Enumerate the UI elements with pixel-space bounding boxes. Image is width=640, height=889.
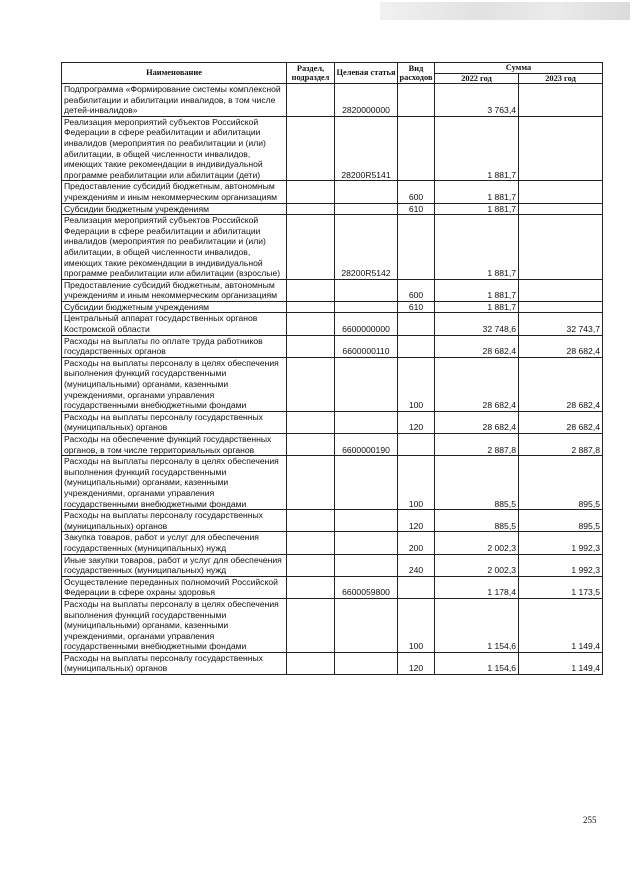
table-cell-2022: 1 178,4 [435, 576, 519, 598]
table-cell-target [335, 357, 398, 411]
table-cell-exp-type [398, 84, 435, 117]
table-cell-2022: 1 881,7 [435, 116, 519, 181]
table-cell-target [335, 279, 398, 301]
table-cell-section [287, 301, 335, 313]
table-cell-name: Субсидии бюджетным учреждениям [62, 301, 287, 313]
table-cell-name: Закупка товаров, работ и услуг для обеспечения государственных (муниципальных) нужд [62, 532, 287, 554]
table-cell-exp-type: 610 [398, 301, 435, 313]
header-sum: Сумма [435, 63, 603, 74]
table-cell-2023 [519, 279, 603, 301]
table-cell-exp-type: 600 [398, 181, 435, 203]
table-cell-exp-type: 100 [398, 357, 435, 411]
table-row [62, 181, 603, 203]
table-cell-2023 [519, 84, 603, 117]
table-row [62, 434, 603, 456]
table-cell-2022: 1 881,7 [435, 279, 519, 301]
table-row [62, 652, 603, 674]
header-year-2023: 2023 год [519, 73, 603, 84]
table-cell-section [287, 84, 335, 117]
table-cell-section [287, 203, 335, 215]
table-row [62, 203, 603, 215]
table-cell-name: Иные закупки товаров, работ и услуг для обеспечения государственных (муниципальных) нужд [62, 554, 287, 576]
table-cell-exp-type: 100 [398, 598, 435, 652]
table-cell-section [287, 411, 335, 433]
table-cell-section [287, 554, 335, 576]
header-exp-type: Вид расходов [399, 63, 433, 82]
header-year-2022: 2022 год [435, 73, 519, 84]
table-cell-2022: 2 887,8 [435, 434, 519, 456]
table-cell-2023: 2 887,8 [519, 434, 603, 456]
table-row [62, 357, 603, 411]
table-cell-2022: 28 682,4 [435, 335, 519, 357]
table-cell-section [287, 510, 335, 532]
table-cell-2023: 1 149,4 [519, 598, 603, 652]
table-row [62, 411, 603, 433]
table-cell-target: 6600000190 [335, 434, 398, 456]
table-cell-2022: 2 002,3 [435, 532, 519, 554]
table-cell-exp-type [398, 313, 435, 335]
table-cell-target: 28200R5141 [335, 116, 398, 181]
table-cell-section [287, 456, 335, 510]
table-cell-exp-type [398, 215, 435, 280]
table-cell-section [287, 652, 335, 674]
table-row [62, 313, 603, 335]
table-cell-target [335, 510, 398, 532]
table-cell-section [287, 279, 335, 301]
table-cell-2022: 32 748,6 [435, 313, 519, 335]
table-cell-2023: 28 682,4 [519, 335, 603, 357]
table-row [62, 598, 603, 652]
table-cell-2023 [519, 301, 603, 313]
table-cell-target [335, 598, 398, 652]
table-cell-exp-type: 100 [398, 456, 435, 510]
header-target: Целевая статья [335, 63, 398, 84]
table-cell-name: Расходы на выплаты персоналу государственных (муниципальных) органов [62, 411, 287, 433]
table-cell-name: Реализация мероприятий субъектов Российской Федерации в сфере реабилитации и абилитации инвалидов (мероприятия по реабилитации и (или) абилитации, в общей численности инвалидов, имеющих такие рекомендации в индивидуальной программе реабилитации или абилитации (взрослые) [62, 215, 287, 280]
table-row [62, 301, 603, 313]
table-cell-name: Реализация мероприятий субъектов Российской Федерации в сфере реабилитации и абилитации инвалидов (мероприятия по реабилитации и (или) абилитации, в общей численности инвалидов, имеющих такие рекомендации в индивидуальной программе реабилитации или абилитации (дети) [62, 116, 287, 181]
table-cell-target [335, 554, 398, 576]
scan-artifact-band [380, 2, 630, 20]
table-cell-section [287, 532, 335, 554]
table-cell-exp-type: 120 [398, 411, 435, 433]
table-cell-target [335, 411, 398, 433]
table-row [62, 116, 603, 181]
table-cell-2023 [519, 215, 603, 280]
table-cell-section [287, 313, 335, 335]
table-cell-section [287, 434, 335, 456]
table-cell-target: 28200R5142 [335, 215, 398, 280]
table-cell-name: Расходы на выплаты персоналу государственных (муниципальных) органов [62, 510, 287, 532]
table-cell-name: Субсидии бюджетным учреждениям [62, 203, 287, 215]
table-header [62, 63, 603, 84]
table-cell-2023: 1 173,5 [519, 576, 603, 598]
table-cell-target [335, 652, 398, 674]
table-row [62, 576, 603, 598]
table-cell-2023 [519, 181, 603, 203]
table-cell-2023 [519, 203, 603, 215]
table-cell-section [287, 116, 335, 181]
table-row [62, 456, 603, 510]
table-row [62, 279, 603, 301]
table-cell-exp-type: 120 [398, 510, 435, 532]
table-cell-2022: 885,5 [435, 510, 519, 532]
table-cell-section [287, 598, 335, 652]
table-cell-exp-type: 600 [398, 279, 435, 301]
table-cell-exp-type: 240 [398, 554, 435, 576]
table-cell-2023 [519, 116, 603, 181]
table-cell-section [287, 357, 335, 411]
table-cell-target [335, 532, 398, 554]
table-row [62, 554, 603, 576]
table-cell-name: Расходы на выплаты персоналу в целях обеспечения выполнения функций государственными (муниципальными) органами, казенными учреждениями, органами управления государственными внебюджетными фондами [62, 456, 287, 510]
table-cell-target: 6600000000 [335, 313, 398, 335]
table-cell-name: Расходы на выплаты персоналу в целях обеспечения выполнения функций государственными (муниципальными) органами, казенными учреждениями, органами управления государственными внебюджетными фондами [62, 357, 287, 411]
table-cell-name: Расходы на обеспечение функций государственных органов, в том числе территориальных органов [62, 434, 287, 456]
table-cell-exp-type: 200 [398, 532, 435, 554]
table-cell-section [287, 215, 335, 280]
table-cell-target [335, 301, 398, 313]
table-cell-target: 6600059800 [335, 576, 398, 598]
table-cell-name: Предоставление субсидий бюджетным, автономным учреждениям и иным некоммерческим организациям [62, 181, 287, 203]
table-cell-2022: 1 881,7 [435, 203, 519, 215]
table-cell-name: Расходы на выплаты персоналу в целях обеспечения выполнения функций государственными (муниципальными) органами, казенными учреждениями, органами управления государственными внебюджетными фондами [62, 598, 287, 652]
table-cell-exp-type [398, 434, 435, 456]
table-cell-2022: 885,5 [435, 456, 519, 510]
table-row [62, 84, 603, 117]
table-cell-section [287, 335, 335, 357]
table-cell-2022: 1 881,7 [435, 215, 519, 280]
table-cell-2022: 1 881,7 [435, 301, 519, 313]
table-cell-section [287, 576, 335, 598]
table-cell-2023: 1 992,3 [519, 554, 603, 576]
table-cell-exp-type [398, 335, 435, 357]
table-cell-target [335, 181, 398, 203]
table-row [62, 335, 603, 357]
header-name: Наименование [62, 63, 287, 84]
table-body [62, 84, 603, 675]
table-cell-target: 6600000110 [335, 335, 398, 357]
table-row [62, 215, 603, 280]
table-cell-section [287, 181, 335, 203]
table-cell-name: Расходы на выплаты персоналу государственных (муниципальных) органов [62, 652, 287, 674]
table-cell-2023: 32 743,7 [519, 313, 603, 335]
table-cell-2023: 895,5 [519, 510, 603, 532]
table-cell-name: Осуществление переданных полномочий Российской Федерации в сфере охраны здоровья [62, 576, 287, 598]
table-cell-name: Расходы на выплаты по оплате труда работников государственных органов [62, 335, 287, 357]
header-section: Раздел, подраздел [287, 63, 335, 84]
table-cell-2023: 1 149,4 [519, 652, 603, 674]
page-number: 255 [583, 815, 597, 825]
table-cell-exp-type: 610 [398, 203, 435, 215]
table-cell-name: Центральный аппарат государственных органов Костромской области [62, 313, 287, 335]
table-cell-2023: 28 682,4 [519, 357, 603, 411]
table-cell-name: Подпрограмма «Формирование системы комплексной реабилитации и абилитации инвалидов, в том числе детей-инвалидов» [62, 84, 287, 117]
table-cell-2022: 1 154,6 [435, 652, 519, 674]
table-cell-target [335, 203, 398, 215]
table-cell-name: Предоставление субсидий бюджетным, автономным учреждениям и иным некоммерческим организациям [62, 279, 287, 301]
table-cell-2022: 3 763,4 [435, 84, 519, 117]
budget-table [61, 62, 603, 675]
table-row [62, 532, 603, 554]
table-cell-exp-type: 120 [398, 652, 435, 674]
table-cell-2022: 1 881,7 [435, 181, 519, 203]
table-cell-2022: 28 682,4 [435, 357, 519, 411]
table-cell-2023: 895,5 [519, 456, 603, 510]
table-cell-2022: 28 682,4 [435, 411, 519, 433]
table-row [62, 510, 603, 532]
table-cell-2022: 2 002,3 [435, 554, 519, 576]
table-cell-target [335, 456, 398, 510]
table-cell-exp-type [398, 116, 435, 181]
table-cell-2023: 28 682,4 [519, 411, 603, 433]
table-cell-2022: 1 154,6 [435, 598, 519, 652]
table-cell-target: 2820000000 [335, 84, 398, 117]
table-cell-2023: 1 992,3 [519, 532, 603, 554]
table-cell-exp-type [398, 576, 435, 598]
